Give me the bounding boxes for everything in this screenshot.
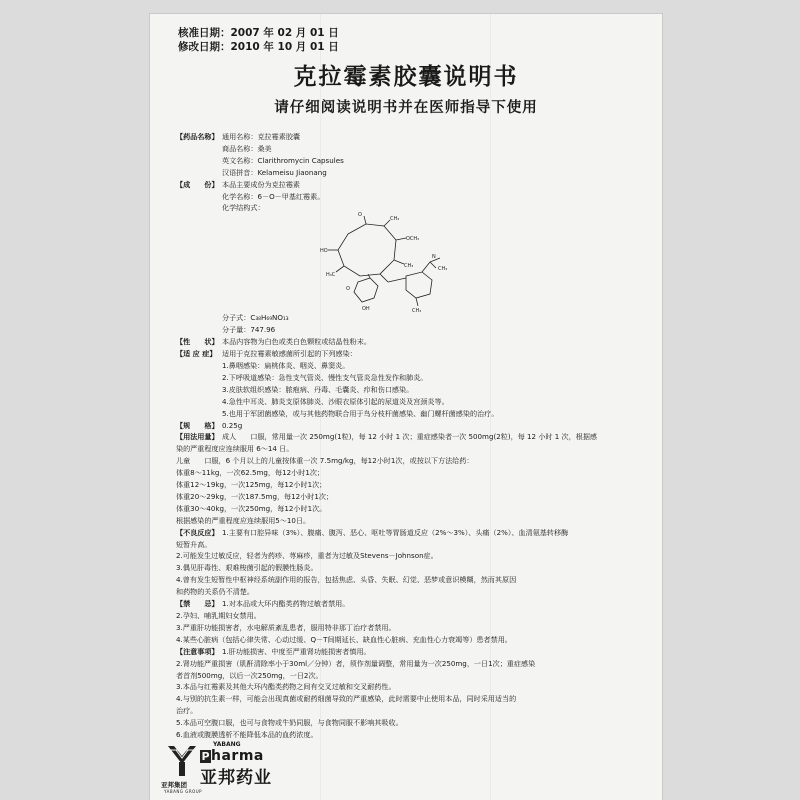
- indication-item: 1.鼻咽感染：扁桃体炎、咽炎、鼻窦炎。: [222, 360, 350, 370]
- section-composition: [176, 179, 628, 337]
- trade-name: 商品名称：桑美: [222, 143, 272, 153]
- macrolide-ring: [338, 224, 396, 276]
- section-spec: [176, 420, 628, 432]
- molecular-formula: 分子式：C₃₈H₆₉NO₁₃: [222, 313, 289, 323]
- section-character: [176, 336, 628, 348]
- indication-item: 2.下呼吸道感染：急性支气管炎、慢性支气管炎急性发作和肺炎。: [222, 372, 428, 382]
- section-precautions: [176, 646, 628, 658]
- adverse-item: 1.主要有口腔异味（3%）、腹痛、腹泻、恶心、呕吐等胃肠道反应（2%～3%）、头痛（2%）、血清氨基转移酶: [222, 527, 569, 537]
- precaution-item: 2.肾功能严重损害（肌酐清除率小于30ml／分钟）者，须作剂量调整，常用量为一次250mg，一日1次；重症感染: [176, 658, 536, 668]
- section-drug-name: [176, 131, 628, 179]
- dosage-weight-line: 体重20～29kg，一次187.5mg，每12小时1次；: [176, 491, 334, 501]
- chemical-structure-diagram: [318, 212, 468, 312]
- adverse-item: 2.可能发生过敏反应，轻者为药疹、荨麻疹，重者为过敏及Stevens－Johnson症。: [176, 551, 438, 561]
- contra-item: 3.严重肝功能损害者，水电解质紊乱患者，服用特非那丁治疗者禁用。: [176, 622, 396, 632]
- section-label: 【注意事项】: [176, 646, 219, 656]
- contra-item: 4.某些心脏病（包括心律失常、心动过缓、Q－T间期延长、缺血性心脏病、充血性心力衰竭等）患者禁用。: [176, 634, 512, 644]
- pharma-word: harma: [211, 748, 264, 764]
- pharma-cn: 亚邦药业: [200, 768, 272, 788]
- dosage-note: 根据感染的严重程度应连续服用5～10日。: [176, 515, 311, 525]
- section-label: 【适 应 症】: [176, 349, 217, 359]
- revised-date: 修改日期：2010 年 10 月 01 日: [178, 41, 339, 53]
- section-label: 【不良反应】: [176, 527, 219, 537]
- svg-text:CH₃: CH₃: [438, 266, 448, 273]
- svg-text:H₃C: H₃C: [326, 272, 336, 279]
- section-label: 【禁 忌】: [176, 599, 219, 609]
- contra-item: 2.孕妇、哺乳期妇女禁用。: [176, 611, 261, 620]
- section-label: 【性 状】: [176, 337, 219, 347]
- chemical-name: 化学名称：6－O－甲基红霉素。: [222, 191, 325, 201]
- svg-text:OCH₃: OCH₃: [406, 236, 420, 243]
- adverse-item: 4.曾有发生短暂性中枢神经系统副作用的报告，包括焦虑、头昏、失眠、幻觉、恶梦或意识模糊，然而其原因: [176, 575, 517, 585]
- section-indications: [176, 348, 628, 419]
- english-name: 英文名称：Clarithromycin Capsules: [222, 155, 344, 165]
- indication-item: 4.急性中耳炎、肺炎支原体肺炎、沙眼衣原体引起的尿道炎及宫颈炎等。: [222, 396, 449, 406]
- indication-item: 5.也用于军团菌感染，或与其他药物联合用于鸟分枝杆菌感染、幽门螺杆菌感染的治疗。: [222, 408, 499, 418]
- sugar-ring: [354, 278, 378, 302]
- dosage-adult-line: 成人 口服，常用量一次 250mg(1粒)，每 12 小时 1 次；重症感染者一次 500mg(2粒)，每 12 小时 1 次，根据感: [222, 432, 598, 442]
- svg-text:CH₃: CH₃: [404, 263, 414, 270]
- precaution-item: 者首剂500mg，以后一次250mg，一日2次。: [176, 670, 323, 680]
- character-text: 本品内容物为白色或类白色颗粒或结晶性粉末。: [222, 337, 371, 347]
- precaution-item: 3.本品与红霉素及其他大环内酯类药物之间有交叉过敏和交叉耐药性。: [176, 682, 396, 692]
- section-label: 【用法用量】: [176, 432, 219, 442]
- precaution-item: 4.与别的抗生素一样，可能会出现真菌或耐药细菌导致的严重感染，此时需要中止使用本品，同时采用适当的: [176, 694, 517, 704]
- main-ingredient: 本品主要成份为克拉霉素: [222, 179, 301, 189]
- pharma-p-mark: P: [201, 749, 210, 763]
- contra-item: 1.对本品或大环内酯类药物过敏者禁用。: [222, 599, 350, 609]
- generic-name: 通用名称：克拉霉素胶囊: [222, 132, 301, 141]
- leaflet-body: [176, 131, 628, 741]
- approved-date: 核准日期：2007 年 02 月 01 日: [178, 27, 339, 39]
- svg-text:O: O: [358, 212, 362, 219]
- svg-text:N: N: [432, 254, 436, 261]
- dosage-child: 儿童 口服，6 个月以上的儿童按体重一次 7.5mg/kg，每12小时1次，或按以下方法给药：: [176, 456, 474, 466]
- section-dosage: [176, 431, 628, 443]
- document-subtitle: 请仔细阅读说明书并在医师指导下使用: [274, 100, 538, 116]
- pinyin-name: 汉语拼音：Kelameisu Jiaonang: [222, 167, 327, 177]
- amino-sugar-ring: [406, 272, 432, 298]
- svg-text:CH₃: CH₃: [390, 216, 400, 223]
- dosage-weight-line: 体重8～11kg，一次62.5mg，每12小时1次；: [176, 468, 325, 478]
- group-logo-en: YABANG GROUP: [164, 789, 203, 794]
- adverse-item: 3.偶见肝毒性、艰难梭菌引起的假膜性肠炎。: [176, 563, 318, 573]
- molecular-weight: 分子量：747.96: [222, 325, 276, 335]
- precaution-item: 1.肝功能损害、中度至严重肾功能损害者慎用。: [222, 646, 371, 656]
- precaution-item: 5.本品可空腹口服，也可与食物或牛奶同服，与食物同服不影响其吸收。: [176, 718, 403, 728]
- section-label: 【成 份】: [176, 179, 219, 189]
- yabang-group-logo-icon: [166, 744, 198, 778]
- indications-intro: 适用于克拉霉素敏感菌所引起的下列感染：: [222, 349, 357, 359]
- svg-text:CH₃: CH₃: [412, 308, 422, 313]
- section-label: 【规 格】: [176, 420, 219, 430]
- section-adverse: [176, 527, 628, 539]
- dosage-adult-continued: 染的严重程度应连续服用 6～14 日。: [176, 444, 294, 454]
- indication-item: 3.皮肤软组织感染：脓疱病、丹毒、毛囊炎、疖和伤口感染。: [222, 384, 414, 394]
- svg-text:HO: HO: [320, 248, 328, 255]
- document-title: 克拉霉素胶囊说明书: [293, 64, 519, 90]
- dosage-weight-line: 体重12～19kg，一次125mg，每12小时1次；: [176, 480, 327, 490]
- date-block: [178, 26, 339, 54]
- group-logo-cn: 亚邦集团: [161, 781, 187, 789]
- dosage-weight-line: 体重30～40kg，一次250mg，每12小时1次。: [176, 503, 327, 513]
- spec-text: 0.25g: [222, 420, 243, 430]
- svg-text:O: O: [346, 286, 350, 293]
- precaution-item: 6.血液或腹膜透析不能降低本品的血药浓度。: [176, 730, 318, 740]
- structure-label: 化学结构式：: [222, 203, 265, 213]
- molecule-svg: [318, 212, 468, 312]
- section-label: 【药品名称】: [176, 132, 219, 141]
- section-contraindications: [176, 598, 628, 610]
- precaution-item: 治疗。: [176, 706, 198, 716]
- pharma-logo: [200, 741, 272, 788]
- svg-text:OH: OH: [362, 306, 370, 313]
- adverse-item: 短暂升高。: [176, 539, 212, 549]
- adverse-item: 和药物的关系仍不清楚。: [176, 587, 255, 597]
- pharma-small-text: YABANG: [213, 741, 241, 748]
